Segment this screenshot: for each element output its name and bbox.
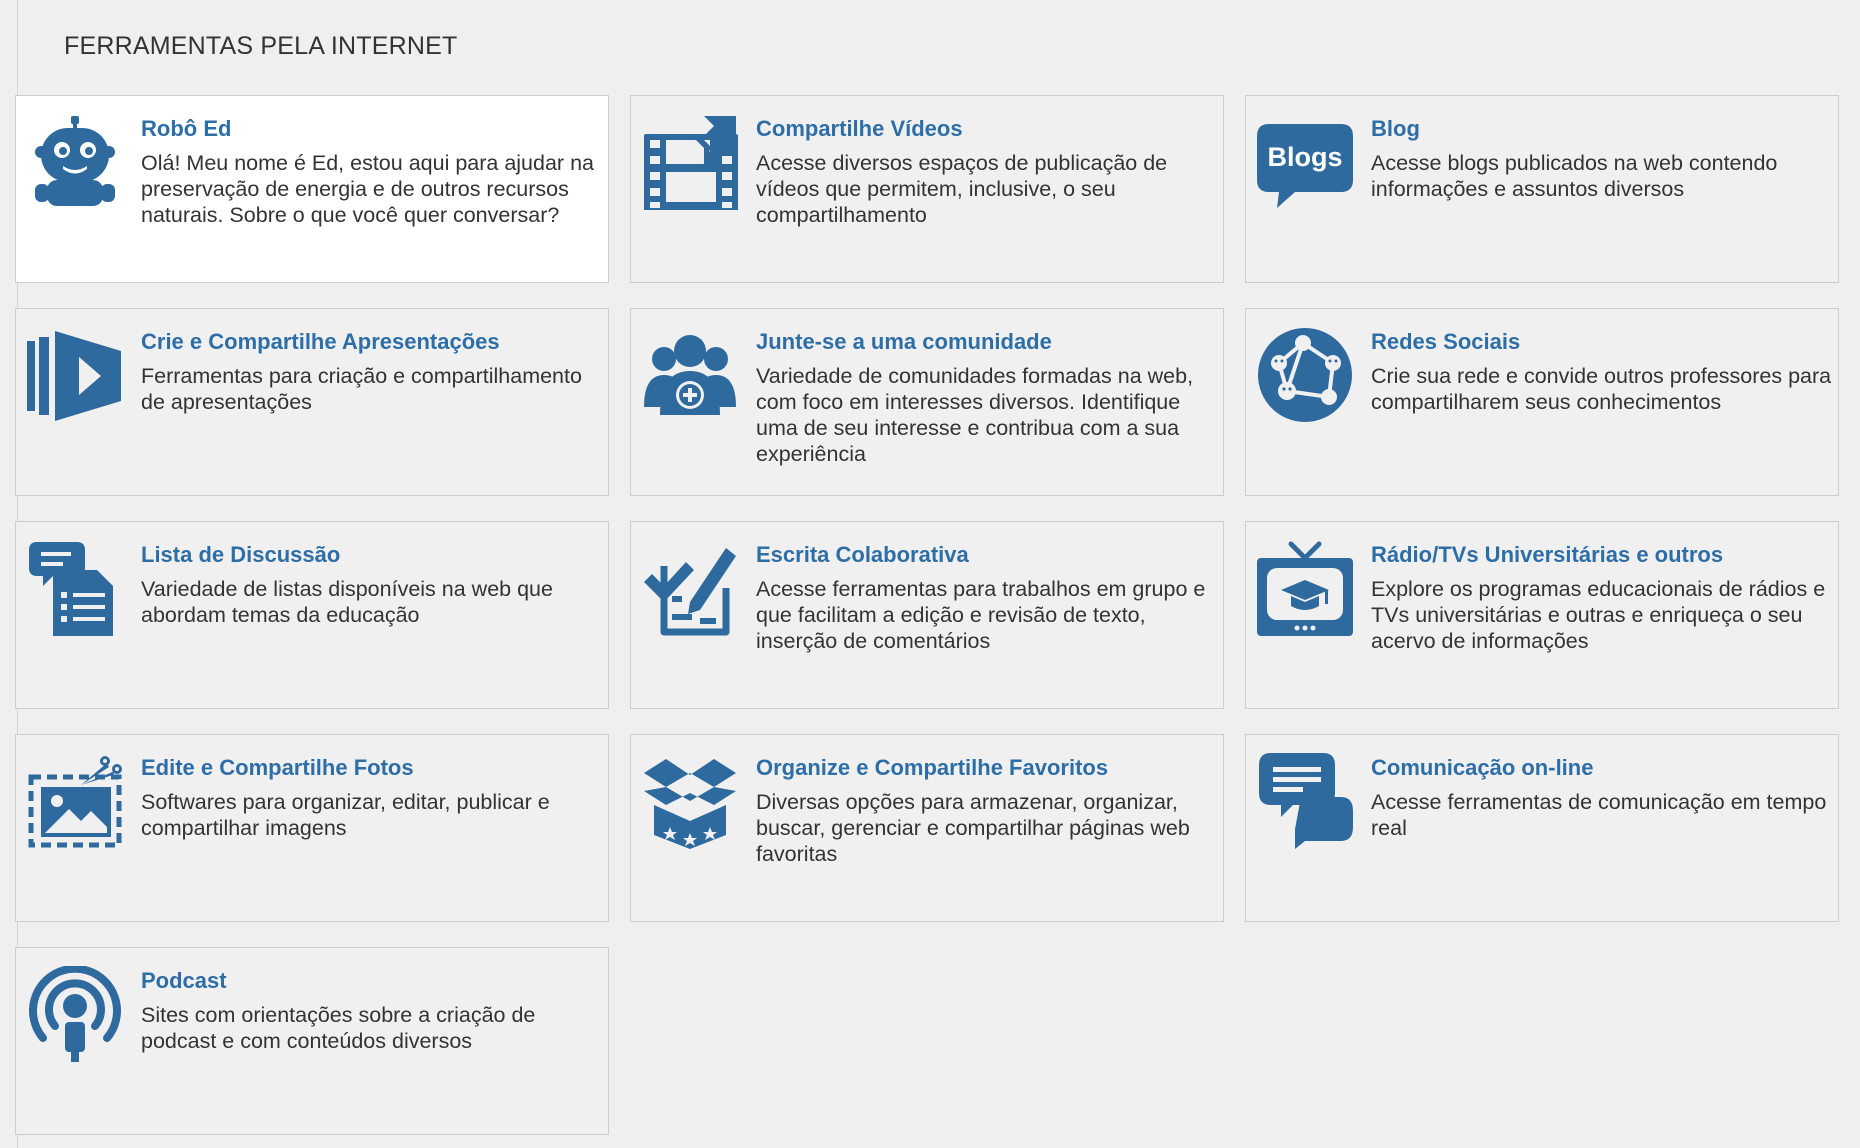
card-description: Acesse ferramentas para trabalhos em grupo e que facilitam a edição e revisão de texto, inserção de comentários [756,577,1206,653]
card-text [756,116,1217,228]
blogs-icon [1257,114,1353,210]
tools-grid [15,95,1838,1135]
card-description: Olá! Meu nome é Ed, estou aqui para ajudar na preservação de energia e de outros recursos naturais. Sobre o que você quer conversar? [141,151,594,227]
tool-card-fotos[interactable] [15,734,609,922]
card-title[interactable]: Rádio/TVs Universitárias e outros [1371,542,1724,567]
card-text [1371,755,1832,841]
card-title[interactable]: Crie e Compartilhe Apresentações [141,329,500,354]
card-title[interactable]: Junte-se a uma comunidade [756,329,1052,354]
card-description: Acesse ferramentas de comunicação em tempo real [1371,790,1827,840]
social-network-icon [1257,327,1353,423]
card-text [141,116,602,228]
tool-card-comunidade[interactable] [630,308,1224,496]
university-tv-icon [1257,540,1353,636]
card-title[interactable]: Compartilhe Vídeos [756,116,963,141]
robot-icon [27,114,123,210]
card-description: Variedade de listas disponíveis na web que abordam temas da educação [141,577,553,627]
tool-card-favoritos[interactable] [630,734,1224,922]
video-share-icon [642,114,738,210]
card-description: Variedade de comunidades formadas na web, com foco em interesses diversos. Identifique uma de seu interesse e contribua com a sua experiência [756,364,1194,466]
collaborative-writing-icon [642,540,738,636]
card-text [141,542,602,628]
card-title[interactable]: Escrita Colaborativa [756,542,969,567]
card-description: Acesse blogs publicados na web contendo informações e assuntos diversos [1371,151,1778,201]
card-text [1371,116,1832,202]
card-text [141,755,602,841]
tool-card-podcast[interactable] [15,947,609,1135]
podcast-icon [27,966,123,1062]
blogs-icon-text: Blogs [1267,142,1343,172]
card-description: Explore os programas educacionais de rádios e TVs universitárias e outras e enriqueça o seu acervo de informações [1371,577,1826,653]
card-title[interactable]: Blog [1371,116,1420,141]
card-text [756,542,1217,654]
tool-card-lista-discussao[interactable] [15,521,609,709]
tool-card-compartilhe-videos[interactable] [630,95,1224,283]
chat-bubbles-icon [1257,753,1353,849]
card-description: Ferramentas para criação e compartilhamento de apresentações [141,364,582,414]
tool-card-comunicacao[interactable] [1245,734,1839,922]
discussion-list-icon [27,540,123,636]
card-title[interactable]: Lista de Discussão [141,542,341,567]
card-description: Diversas opções para armazenar, organizar, buscar, gerenciar e compartilhar páginas web favoritas [756,790,1190,866]
card-title[interactable]: Robô Ed [141,116,232,141]
card-text [141,329,602,415]
card-title[interactable]: Comunicação on-line [1371,755,1594,780]
community-icon [642,327,738,423]
tool-card-robo-ed[interactable] [15,95,609,283]
tool-card-apresentacoes[interactable] [15,308,609,496]
presentation-icon [27,327,123,423]
card-text [756,755,1217,867]
card-text [1371,329,1832,415]
photo-edit-icon [27,753,123,849]
page-title: FERRAMENTAS PELA INTERNET [64,32,458,60]
card-text [141,968,602,1054]
card-text [756,329,1217,467]
tool-card-escrita-colaborativa[interactable] [630,521,1224,709]
card-title[interactable]: Redes Sociais [1371,329,1521,354]
tool-card-redes-sociais[interactable] [1245,308,1839,496]
card-description: Acesse diversos espaços de publicação de vídeos que permitem, inclusive, o seu compartilhamento [756,151,1168,227]
card-title[interactable]: Organize e Compartilhe Favoritos [756,755,1109,780]
card-description: Crie sua rede e convide outros professores para compartilharem seus conhecimentos [1371,364,1832,414]
tool-card-blog[interactable] [1245,95,1839,283]
card-title[interactable]: Podcast [141,968,227,993]
card-title[interactable]: Edite e Compartilhe Fotos [141,755,414,780]
tool-card-radio-tv[interactable] [1245,521,1839,709]
card-description: Sites com orientações sobre a criação de podcast e com conteúdos diversos [141,1003,536,1053]
card-text [1371,542,1832,654]
card-description: Softwares para organizar, editar, publicar e compartilhar imagens [141,790,550,840]
favorites-box-icon [642,753,738,849]
